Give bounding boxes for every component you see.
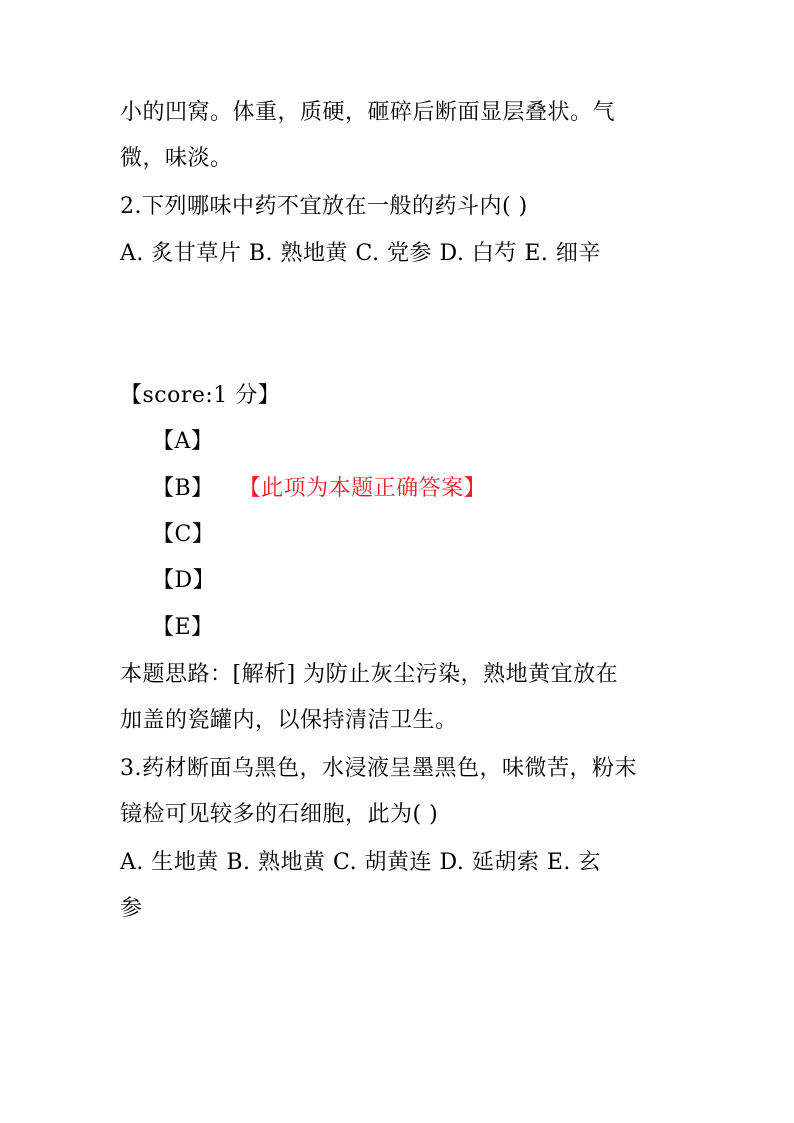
score-label: 【score:1 分】 [120, 383, 281, 408]
answer-option-b [152, 475, 486, 503]
answer-label: 【B】 [152, 476, 214, 501]
question-3-options: 参 [120, 896, 143, 921]
answer-option-e [152, 614, 214, 642]
answer-label: 【E】 [152, 615, 214, 640]
answer-label: 【C】 [152, 522, 215, 547]
question-3-options: A. 生地黄 B. 熟地黄 C. 胡黄连 D. 延胡索 E. 玄 [120, 850, 601, 875]
answer-label: 【A】 [152, 429, 214, 454]
analysis-line: 本题思路：[解析] 为防止灰尘污染，熟地黄宜放在 [120, 662, 619, 687]
answer-label: 【D】 [152, 568, 216, 593]
question-2-stem: 2.下列哪味中药不宜放在一般的药斗内( ) [120, 194, 528, 219]
correct-answer-marker: 【此项为本题正确答案】 [249, 476, 487, 501]
analysis-line: 加盖的瓷罐内，以保持清洁卫生。 [120, 708, 458, 733]
question-3-stem: 3.药材断面乌黑色，水浸液呈墨黑色，味微苦，粉末 [120, 756, 637, 781]
paragraph-line: 小的凹窝。体重，质硬，砸碎后断面显层叠状。气 [120, 100, 616, 125]
answer-option-a [152, 428, 213, 456]
answer-option-d [152, 567, 215, 595]
paragraph-line: 微，味淡。 [120, 146, 233, 171]
question-2-options: A. 炙甘草片 B. 熟地黄 C. 党参 D. 白芍 E. 细辛 [120, 241, 601, 266]
question-3-stem: 镜检可见较多的石细胞，此为( ) [120, 802, 439, 827]
answer-option-c [152, 521, 214, 549]
